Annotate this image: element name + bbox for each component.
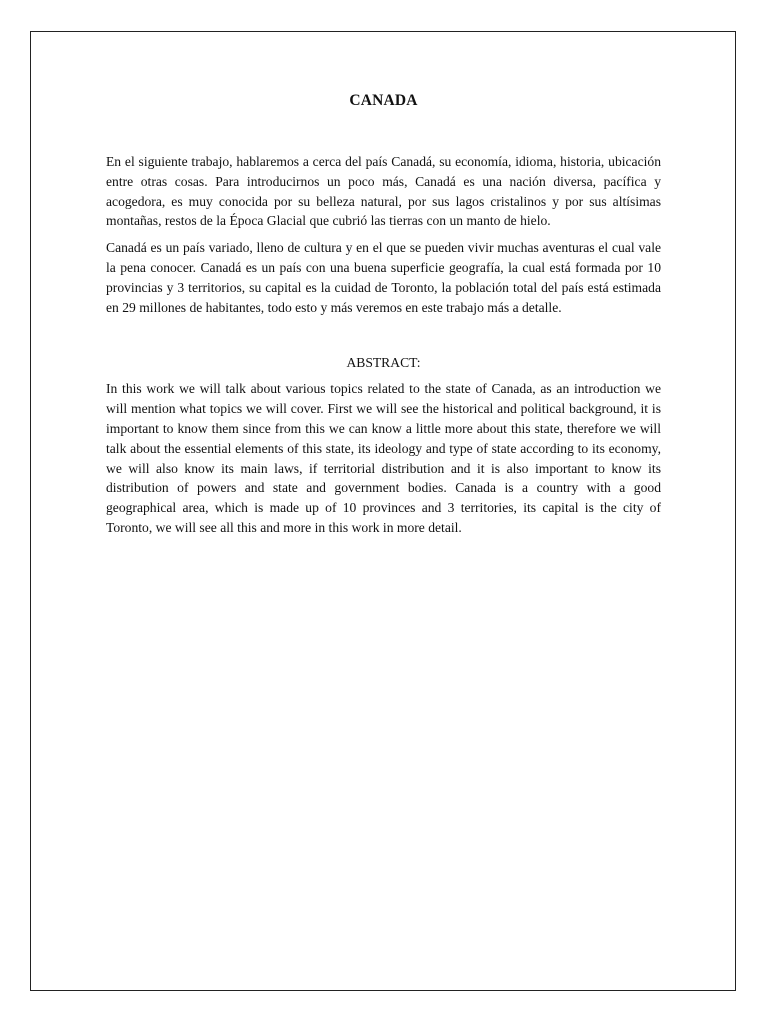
document-title: CANADA bbox=[349, 92, 418, 109]
document-body bbox=[106, 92, 661, 545]
abstract-heading: ABSTRACT: bbox=[346, 355, 421, 371]
intro-paragraph-2: Canadá es un país variado, lleno de cultura y en el que se pueden vivir muchas aventuras el cual vale la pena conocer. Canadá es un país con una buena superficie geografía, la cual está formada por 10 provincias y 3 territorios, su capital es la cuidad de Toronto, la población total del país está estimada en 29 millones de habitantes, todo esto y más veremos en este trabajo más a detalle. bbox=[106, 240, 661, 315]
abstract-paragraph: In this work we will talk about various topics related to the state of Canada, as an introduction we will mention what topics we will cover. First we will see the historical and political background, it is important to know them since from this we can know a little more about this state, therefore we will talk about the essential elements of this state, its ideology and type of state according to its economy, we will also know its main laws, if territorial distribution and it is also important to know its distribution of powers and state and government bodies. Canada is a country with a good geographical area, which is made up of 10 provinces and 3 territories, its capital is the city of Toronto, we will see all this and more in this work in more detail. bbox=[106, 381, 661, 535]
intro-paragraph-1: En el siguiente trabajo, hablaremos a cerca del país Canadá, su economía, idioma, historia, ubicación entre otras cosas. Para introducirnos un poco más, Canadá es una nación diversa, pacífica y acogedora, es muy conocida por su belleza natural, por sus lagos cristalinos y por sus altísimas montañas, restos de la Época Glacial que cubrió las tierras con un manto de hielo. bbox=[106, 154, 661, 229]
